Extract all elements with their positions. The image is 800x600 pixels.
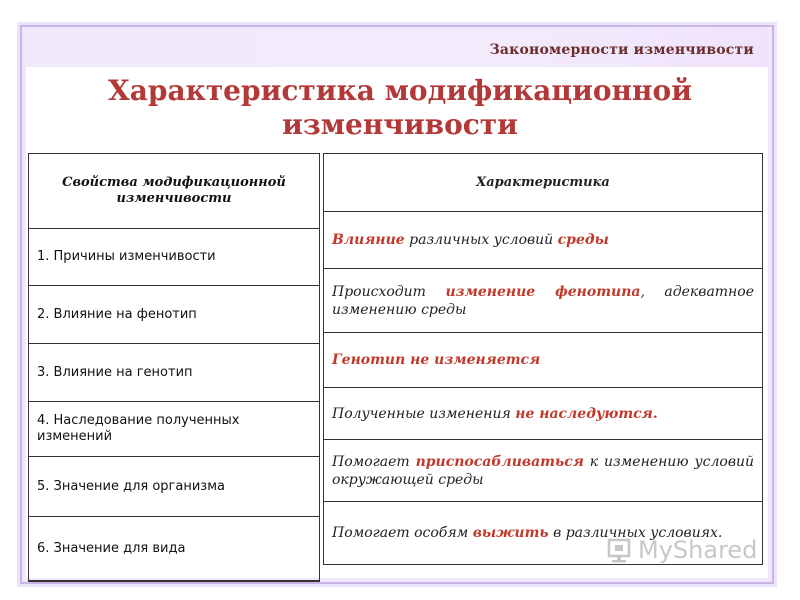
characteristic-text-segment: в различных условиях. bbox=[548, 525, 723, 541]
characteristic-row bbox=[324, 440, 762, 502]
characteristic-text bbox=[332, 231, 754, 249]
characteristic-text-segment: Помогает особям bbox=[332, 525, 473, 541]
highlighted-term: приспосабливаться bbox=[415, 453, 584, 470]
characteristic-text bbox=[332, 283, 754, 319]
highlighted-term: изменение фенотипа bbox=[445, 283, 641, 300]
highlighted-term: Генотип не изменяется bbox=[332, 352, 541, 368]
characteristic-row bbox=[324, 269, 762, 333]
property-row: 6. Значение для вида bbox=[37, 540, 186, 556]
characteristic-text-segment: Полученные изменения bbox=[332, 405, 516, 422]
characteristic-text-segment: Помогает bbox=[332, 453, 416, 470]
characteristic-text bbox=[332, 453, 754, 489]
characteristics-column bbox=[323, 153, 763, 565]
myshared-logo-icon bbox=[606, 536, 634, 564]
watermark-text: MyShared bbox=[638, 536, 758, 564]
properties-column bbox=[28, 153, 320, 582]
highlighted-term: среды bbox=[557, 232, 609, 248]
highlighted-term: не наследуются. bbox=[515, 405, 658, 422]
property-row: 2. Влияние на фенотип bbox=[29, 286, 319, 344]
characteristic-text-segment: , адекватное изменению среды bbox=[332, 283, 754, 318]
characteristic-text bbox=[332, 405, 754, 423]
topic-label: Закономерности изменчивости bbox=[489, 42, 754, 58]
property-row: 3. Влияние на генотип bbox=[29, 344, 319, 402]
highlighted-term: выжить bbox=[472, 525, 549, 541]
slide-title: Характеристика модификационной изменчивости bbox=[108, 74, 692, 141]
property-row: 1. Причины изменчивости bbox=[29, 229, 319, 286]
properties-header: Свойства модификационной изменчивости bbox=[29, 154, 319, 229]
property-row: 5. Значение для организма bbox=[29, 457, 319, 517]
characteristic-text-segment: различных условий bbox=[404, 232, 558, 248]
characteristic-row bbox=[324, 333, 762, 388]
highlighted-term: Влияние bbox=[332, 232, 405, 248]
characteristic-row bbox=[324, 388, 762, 440]
characteristic-text-segment: Происходит bbox=[332, 283, 446, 300]
characteristic-text bbox=[332, 351, 754, 369]
property-row: 4. Наследование полученных изменений bbox=[29, 402, 319, 457]
characteristics-header: Характеристика bbox=[324, 154, 762, 212]
characteristic-text-segment: к изменению условий окружающей среды bbox=[332, 453, 755, 488]
characteristic-row bbox=[324, 212, 762, 269]
watermark-logo bbox=[606, 536, 757, 564]
